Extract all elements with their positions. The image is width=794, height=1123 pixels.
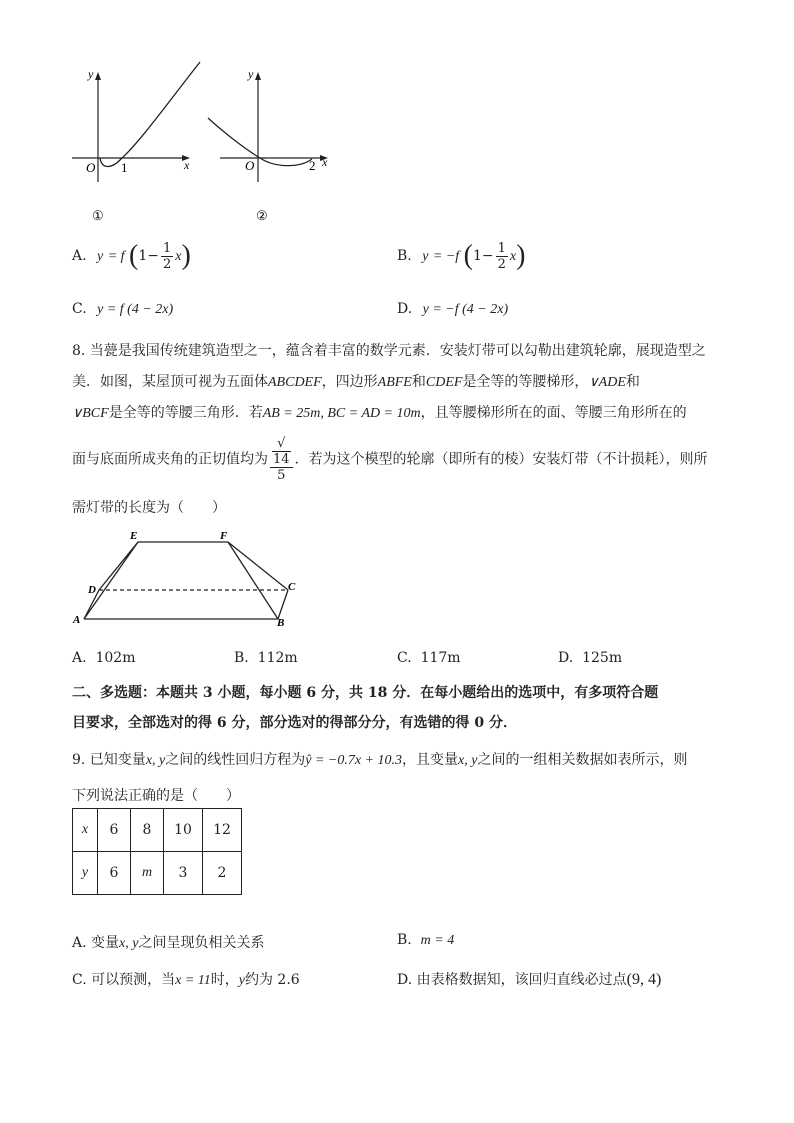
label-C: C (288, 581, 296, 593)
section-2-heading-line-1: 二、多选题：本题共 3 小题，每小题 6 分，共 18 分．在每小题给出的选项中，有多项符合题 (72, 685, 659, 701)
label-B: B (277, 617, 285, 629)
graph1-tick: 1 (121, 160, 128, 175)
q8-line-3: ∨BCF是全等的等腰三角形．若AB = 25m, BC = AD = 10m，且等腰梯形所在的面、等腰三角形所在的 (72, 405, 687, 421)
table-row: y 6 m 3 2 (73, 852, 242, 895)
q7-option-b-eq: = −f (432, 249, 460, 264)
table-row: x 6 8 10 12 (73, 809, 242, 852)
label-A: A (73, 614, 81, 626)
q8-line-1: 8. 当甍是我国传统建筑造型之一，蕴含着丰富的数学元素．安装灯带可以勾勒出建筑轮廓，展现造型之 (72, 343, 706, 359)
q7-option-b-pre: 1− (472, 248, 494, 264)
q7-option-a-eq: = f (107, 249, 125, 264)
section-2-heading-line-2: 目要求，全部选对的得 6 分，部分选对的得部分分，有选错的得 0 分． (72, 715, 517, 731)
graph-1 (72, 62, 200, 182)
graph2-y-label: y (248, 67, 254, 81)
q8-line-2: 美．如图，某屋顶可视为五面体ABCDEF，四边形ABFE和CDEF是全等的等腰梯形，∨ADE和 (72, 374, 640, 390)
q9-option-a[interactable]: A. 变量x, y之间呈现负相关关系 (72, 935, 265, 951)
q7-option-c[interactable] (72, 301, 173, 318)
tan-value-fraction: √ 14 5 (270, 436, 293, 483)
q7-option-b[interactable]: B. y = −f (1− $\frac{1}{2}$ x) (397, 240, 526, 272)
q7-option-a-pre: 1− (138, 248, 159, 264)
q7-option-a-fraction: $\frac{1}{2}$ (162, 240, 172, 272)
roof-diagram (70, 528, 310, 633)
label-D: D (88, 584, 96, 596)
graph-2 (208, 67, 328, 182)
q7-option-b-letter: B. (397, 248, 412, 264)
q7-option-a-lhs: y (97, 249, 104, 264)
q8-option-c[interactable]: C. 117m (397, 650, 461, 666)
q7-option-c-expr: y = f (4 − 2x) (97, 302, 174, 317)
graph2-origin: O (245, 158, 255, 173)
q8-option-b[interactable]: B. 112m (234, 650, 298, 666)
q9-line-2: 下列说法正确的是（ ） (72, 788, 240, 804)
q9-option-d[interactable]: D. 由表格数据知，该回归直线必过点(9, 4) (397, 971, 662, 988)
q7-option-a-letter: A. (72, 248, 87, 264)
graph2-tick: 2 (309, 158, 316, 173)
q8-line-4: 面与底面所成夹角的正切值均为 √ 14 5 ．若为这个模型的轮廓（即所有的棱）安装灯带（不计损耗），则所 (72, 436, 708, 483)
graph1-caption: ① (92, 208, 104, 223)
q7-option-a[interactable]: A. y = f (1− $\frac{1}{2}$ x) (72, 240, 191, 272)
q7-option-c-letter: C. (72, 301, 87, 317)
q9-data-table (72, 808, 242, 895)
graph1-y-label: y (88, 67, 94, 81)
q9-line-1: 9. 已知变量x, y之间的线性回归方程为ŷ = −0.7x + 10.3，且变量x, y之间的一组相关数据如表所示，则 (72, 752, 688, 768)
q7-option-b-fraction: $\frac{1}{2}$ (497, 240, 506, 272)
q8-option-a[interactable]: A. 102m (72, 650, 136, 666)
q7-option-a-post: x (175, 249, 182, 264)
q7-option-b-post: x (509, 249, 517, 264)
graph1-x-label: x (184, 158, 190, 172)
q8-line-5: 需灯带的长度为（ ） (72, 500, 226, 516)
graph2-caption: ② (256, 208, 268, 223)
q7-option-b-lhs: y (422, 249, 429, 264)
graph1-origin: O (86, 160, 96, 175)
q7-option-d-expr: y = −f (4 − 2x) (422, 302, 509, 317)
graph2-x-label: x (322, 155, 328, 169)
q9-option-b[interactable]: B. m = 4 (397, 932, 455, 948)
q9-option-c[interactable]: C. 可以预测，当x = 11时，y约为 2.6 (72, 972, 300, 988)
q8-option-d[interactable]: D. 125m (558, 650, 623, 666)
label-F: F (220, 530, 228, 542)
function-graphs (60, 60, 350, 230)
q7-option-d[interactable] (397, 301, 508, 318)
q7-option-d-letter: D. (397, 301, 413, 317)
label-E: E (130, 530, 138, 542)
